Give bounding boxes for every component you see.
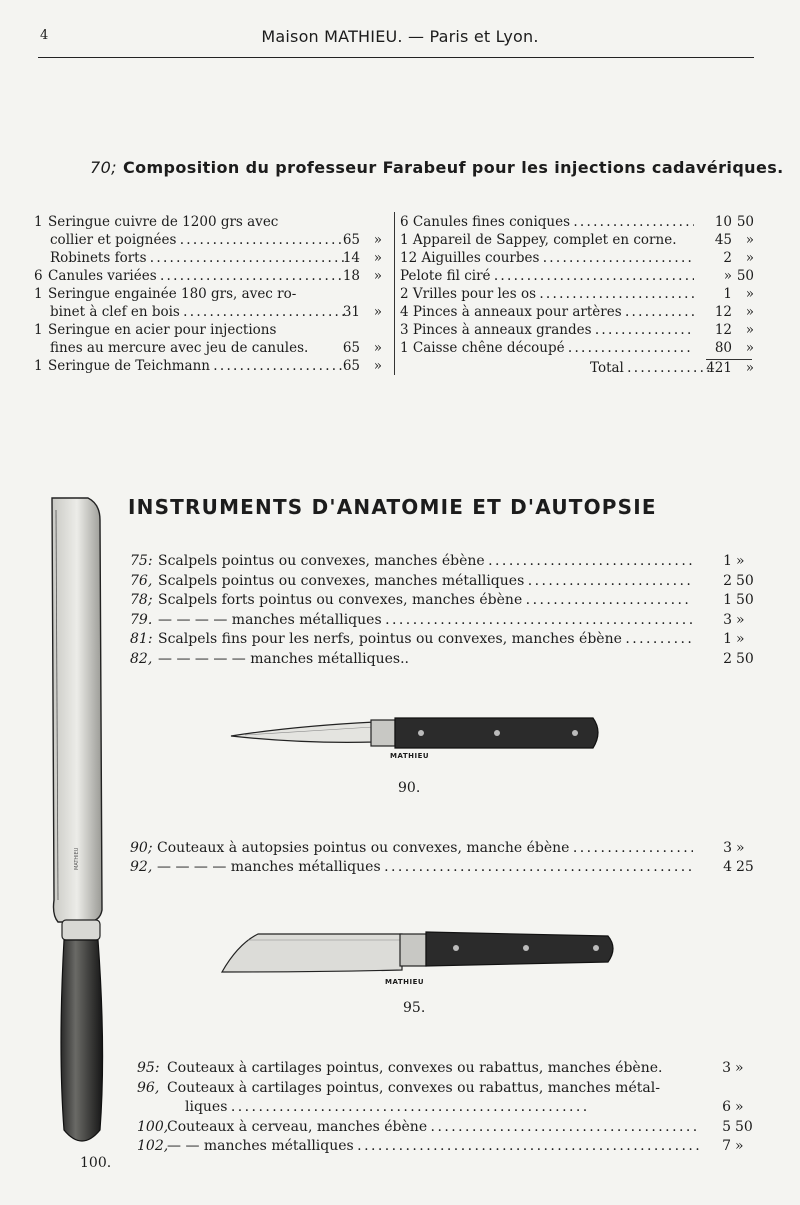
list-item	[130, 840, 760, 860]
item-text: — — manches métalliques	[167, 1138, 354, 1154]
row-description-wrap	[50, 303, 346, 321]
item-francs: 2	[723, 650, 732, 667]
running-header: Maison MATHIEU. — Paris et Lyon.	[261, 27, 539, 46]
list-item	[130, 553, 760, 573]
row-francs: 65	[342, 358, 360, 374]
row-cents: »	[373, 304, 382, 320]
figure-caption-100: 100.	[80, 1155, 112, 1171]
row-description: Seringue de Teichmann	[48, 358, 210, 374]
page-number: 4	[40, 28, 49, 43]
item-francs: 7	[722, 1138, 731, 1154]
row-cents: »	[373, 358, 382, 374]
row-francs: 31	[342, 304, 360, 320]
row-cents: »	[745, 340, 754, 356]
item-text-wrap	[158, 631, 692, 647]
row-description: Canules variées	[48, 268, 157, 284]
item-cents: 50	[735, 1118, 753, 1135]
row-description: Seringue engainée 180 grs, avec ro-	[48, 286, 297, 302]
item-code: 90;	[130, 840, 153, 856]
row-description: 4 Pinces à anneaux pour artères	[400, 304, 622, 320]
row-cents: »	[745, 322, 754, 338]
item-cents: »	[736, 553, 745, 569]
item-text: Couteaux à cartilages pointus, convexes ou rabattus, manches ébène.	[167, 1060, 663, 1076]
composition-right-column	[400, 213, 760, 378]
row-cents: »	[745, 250, 754, 266]
composition-row	[400, 339, 760, 357]
item-code: 79.	[130, 611, 153, 628]
composition-left-column	[34, 213, 390, 378]
column-divider	[394, 212, 395, 375]
row-description-wrap	[400, 231, 694, 249]
item-text-wrap	[167, 1060, 699, 1076]
row-description: 1 Appareil de Sappey, complet en corne.	[400, 232, 677, 248]
total-francs: 421	[706, 360, 732, 376]
row-cents: »	[373, 340, 382, 356]
row-quantity: 1	[34, 214, 43, 230]
item-text: liques	[185, 1099, 228, 1115]
composition-row	[34, 357, 390, 375]
list-item	[137, 1060, 760, 1080]
item-text: Scalpels forts pointus ou convexes, manches ébène	[158, 592, 523, 608]
item-text: Scalpels pointus ou convexes, manches métalliques	[158, 572, 525, 589]
item-francs: 5	[722, 1118, 731, 1135]
composition-heading	[90, 158, 784, 177]
row-francs: 18	[342, 268, 360, 284]
header-rule	[38, 57, 754, 58]
row-cents: »	[373, 250, 382, 266]
autopsy-knives-list	[130, 840, 760, 880]
item-text-wrap	[158, 573, 692, 589]
row-francs: 12	[714, 322, 732, 338]
item-francs: 1	[723, 592, 732, 608]
item-code: 95:	[137, 1060, 160, 1076]
composition-row	[34, 339, 390, 357]
row-quantity: 1	[34, 286, 43, 302]
row-description: Robinets forts	[50, 250, 147, 266]
composition-number: 70;	[90, 158, 117, 177]
item-francs: 2	[723, 572, 732, 589]
row-description: 1 Caisse chêne découpé	[400, 340, 565, 356]
row-description-wrap	[48, 285, 344, 303]
maker-mark-95: MATHIEU	[385, 978, 425, 986]
cartilage-knife-figure-95	[218, 926, 618, 978]
item-text: — — — — manches métalliques	[158, 611, 382, 628]
item-cents: »	[735, 1060, 744, 1076]
composition-row	[400, 267, 760, 285]
composition-row	[34, 303, 390, 321]
composition-row	[400, 321, 760, 339]
list-item	[130, 859, 760, 879]
item-text-wrap	[158, 612, 692, 628]
row-francs: 10	[714, 214, 732, 230]
item-text-wrap	[167, 1138, 699, 1154]
list-item	[130, 612, 760, 632]
item-text: Couteaux à cartilages pointus, convexes ou rabattus, manches métal-	[167, 1079, 660, 1096]
row-cents: »	[745, 286, 754, 302]
item-text-wrap	[157, 840, 693, 856]
row-francs: 14	[342, 250, 360, 266]
item-francs: 1	[723, 553, 732, 569]
item-cents: 50	[736, 650, 754, 667]
item-text: Scalpels fins pour les nerfs, pointus ou convexes, manches ébène	[158, 631, 622, 647]
composition-row	[400, 285, 760, 303]
item-cents: »	[735, 1138, 744, 1154]
item-code: 75:	[130, 553, 153, 569]
total-row	[400, 359, 760, 377]
item-francs: 3	[722, 1060, 731, 1076]
row-description-wrap	[48, 267, 344, 285]
row-description-wrap	[48, 213, 344, 231]
composition-row	[400, 249, 760, 267]
composition-row	[34, 285, 390, 303]
list-item	[137, 1080, 760, 1100]
section-title: INSTRUMENTS D'ANATOMIE ET D'AUTOPSIE	[128, 495, 657, 519]
cartilage-knives-list	[137, 1060, 760, 1160]
item-code: 78;	[130, 592, 153, 608]
item-francs: 4	[723, 859, 732, 875]
list-item	[130, 651, 760, 671]
row-description: Seringue en acier pour injections	[48, 322, 277, 338]
composition-row	[34, 267, 390, 285]
item-francs: 1	[723, 631, 732, 647]
item-francs: 6	[722, 1099, 731, 1115]
item-text: — — — — — manches métalliques..	[158, 650, 409, 667]
row-description-wrap	[400, 339, 694, 357]
row-cents: 50	[736, 268, 754, 284]
list-item	[130, 573, 760, 593]
list-item	[130, 631, 760, 651]
composition-row	[400, 213, 760, 231]
row-description-wrap	[48, 321, 344, 339]
row-cents: »	[745, 304, 754, 320]
row-francs: »	[723, 268, 732, 284]
item-code: 82,	[130, 650, 153, 667]
item-code: 76,	[130, 572, 153, 589]
row-description: 3 Pinces à anneaux grandes	[400, 322, 592, 338]
row-description: Pelote fil ciré	[400, 268, 491, 284]
total-cents: »	[745, 360, 754, 376]
item-code: 100,	[137, 1118, 169, 1135]
item-code: 96,	[137, 1079, 160, 1096]
row-francs: 2	[723, 250, 732, 266]
row-francs: 12	[714, 304, 732, 320]
figure-caption-95: 95.	[403, 1000, 426, 1016]
row-description-wrap	[400, 267, 694, 285]
maker-mark-90: MATHIEU	[390, 752, 430, 760]
row-francs: 80	[714, 340, 732, 356]
item-text-wrap	[167, 1080, 699, 1096]
row-description: binet à clef en bois	[50, 304, 180, 320]
item-code: 92,	[130, 859, 153, 875]
row-description: 12 Aiguilles courbes	[400, 250, 540, 266]
row-quantity: 1	[34, 322, 43, 338]
row-description: fines au mercure avec jeu de canules.	[50, 340, 309, 356]
row-description-wrap	[400, 213, 694, 231]
row-quantity: 6	[34, 268, 43, 284]
item-cents: »	[736, 631, 745, 647]
item-text: Couteaux à autopsies pointus ou convexes, manche ébène	[157, 840, 570, 856]
item-text-wrap	[158, 592, 692, 608]
item-francs: 3	[723, 611, 732, 628]
row-description-wrap	[400, 321, 694, 339]
row-francs: 65	[342, 232, 360, 248]
item-code: 102,	[137, 1138, 169, 1154]
row-description-wrap	[400, 303, 694, 321]
row-francs: 65	[342, 340, 360, 356]
row-francs: 45	[714, 232, 732, 248]
item-text-wrap	[157, 859, 693, 875]
list-item	[137, 1119, 760, 1139]
composition-row	[400, 303, 760, 321]
row-description: Seringue cuivre de 1200 grs avec	[48, 214, 279, 230]
knife-figure-100	[40, 490, 120, 1155]
composition-title: Composition du professeur Farabeuf pour les injections cadavériques.	[122, 158, 784, 177]
item-text-wrap	[167, 1119, 699, 1135]
row-description-wrap	[48, 357, 344, 375]
row-cents: 50	[736, 214, 754, 230]
figure-caption-90: 90.	[398, 780, 421, 796]
item-code: 81:	[130, 631, 153, 647]
item-cents: »	[736, 840, 745, 856]
scalpel-figure-90	[225, 712, 605, 772]
composition-row	[400, 231, 760, 249]
svg-text:MATHIEU: MATHIEU	[74, 847, 80, 870]
item-cents: 25	[736, 859, 754, 875]
row-cents: »	[745, 232, 754, 248]
row-description-wrap	[50, 339, 346, 357]
item-cents: »	[736, 611, 745, 628]
item-text: — — — — manches métalliques	[157, 859, 381, 875]
item-text-wrap	[158, 651, 692, 667]
row-description-wrap	[50, 231, 346, 249]
row-cents: »	[373, 232, 382, 248]
total-label: Total	[590, 360, 624, 376]
item-text: Couteaux à cerveau, manches ébène	[167, 1118, 428, 1135]
composition-row	[34, 231, 390, 249]
scalpels-list	[130, 553, 760, 668]
composition-row	[34, 321, 390, 339]
item-cents: »	[735, 1099, 744, 1115]
item-cents: 50	[736, 572, 754, 589]
list-item	[137, 1099, 760, 1119]
composition-row	[34, 249, 390, 267]
row-description: 2 Vrilles pour les os	[400, 286, 537, 302]
row-cents: »	[373, 268, 382, 284]
row-description-wrap	[50, 249, 346, 267]
row-quantity: 1	[34, 358, 43, 374]
item-text: Scalpels pointus ou convexes, manches ébène	[158, 553, 485, 569]
row-description: 6 Canules fines coniques	[400, 214, 571, 230]
item-cents: 50	[736, 592, 754, 608]
item-francs: 3	[723, 840, 732, 856]
item-text-wrap	[158, 553, 692, 569]
composition-row	[34, 213, 390, 231]
row-description-wrap	[400, 285, 694, 303]
list-item	[137, 1138, 760, 1158]
row-description: collier et poignées	[50, 232, 177, 248]
list-item	[130, 592, 760, 612]
row-description-wrap	[400, 249, 694, 267]
item-text-wrap	[185, 1099, 699, 1115]
row-francs: 1	[723, 286, 732, 302]
